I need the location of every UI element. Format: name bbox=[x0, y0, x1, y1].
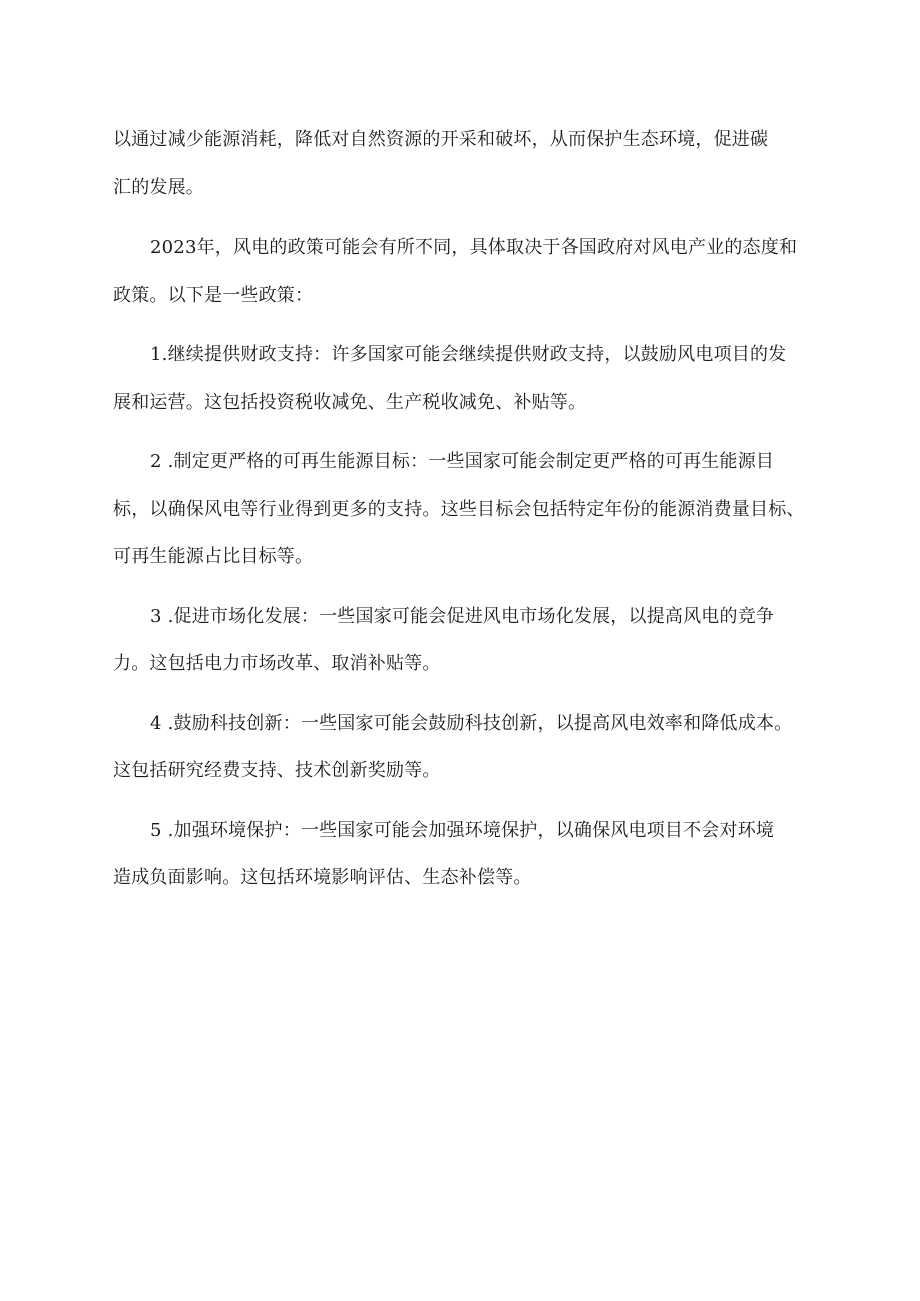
list-item-2-line-1: 2 .制定更严格的可再生能源目标：一些国家可能会制定更严格的可再生能源目 bbox=[150, 451, 775, 472]
list-item-3-line-1: 3 .促进市场化发展：一些国家可能会促进风电市场化发展，以提高风电的竞争 bbox=[150, 606, 775, 627]
list-item-5-line-1: 5 .加强环境保护：一些国家可能会加强环境保护，以确保风电项目不会对环境 bbox=[150, 820, 775, 841]
list-item-4-line-2: 这包括研究经费支持、技术创新奖励等。 bbox=[113, 760, 441, 781]
paragraph-1-line-1: 以通过减少能源消耗，降低对自然资源的开采和破坏，从而保护生态环境，促进碳 bbox=[113, 129, 769, 150]
paragraph-2-line-2: 政策。以下是一些政策： bbox=[113, 285, 314, 306]
list-item-3-line-2: 力。这包括电力市场改革、取消补贴等。 bbox=[113, 653, 441, 674]
list-item-5-line-2: 造成负面影响。这包括环境影响评估、生态补偿等。 bbox=[113, 867, 532, 888]
list-item-1-line-1: 1.继续提供财政支持：许多国家可能会继续提供财政支持，以鼓励风电项目的发 bbox=[150, 344, 787, 365]
paragraph-2-line-1: 2023年，风电的政策可能会有所不同，具体取决于各国政府对风电产业的态度和 bbox=[150, 237, 798, 258]
list-item-4-line-1: 4 .鼓励科技创新：一些国家可能会鼓励科技创新，以提高风电效率和降低成本。 bbox=[150, 713, 793, 734]
list-item-2-line-3: 可再生能源占比目标等。 bbox=[113, 546, 314, 567]
paragraph-1-line-2: 汇的发展。 bbox=[113, 177, 204, 198]
list-item-2-line-2: 标，以确保风电等行业得到更多的支持。这些目标会包括特定年份的能源消费量目标、 bbox=[113, 499, 805, 520]
list-item-1-line-2: 展和运营。这包括投资税收减免、生产税收减免、补贴等。 bbox=[113, 392, 587, 413]
